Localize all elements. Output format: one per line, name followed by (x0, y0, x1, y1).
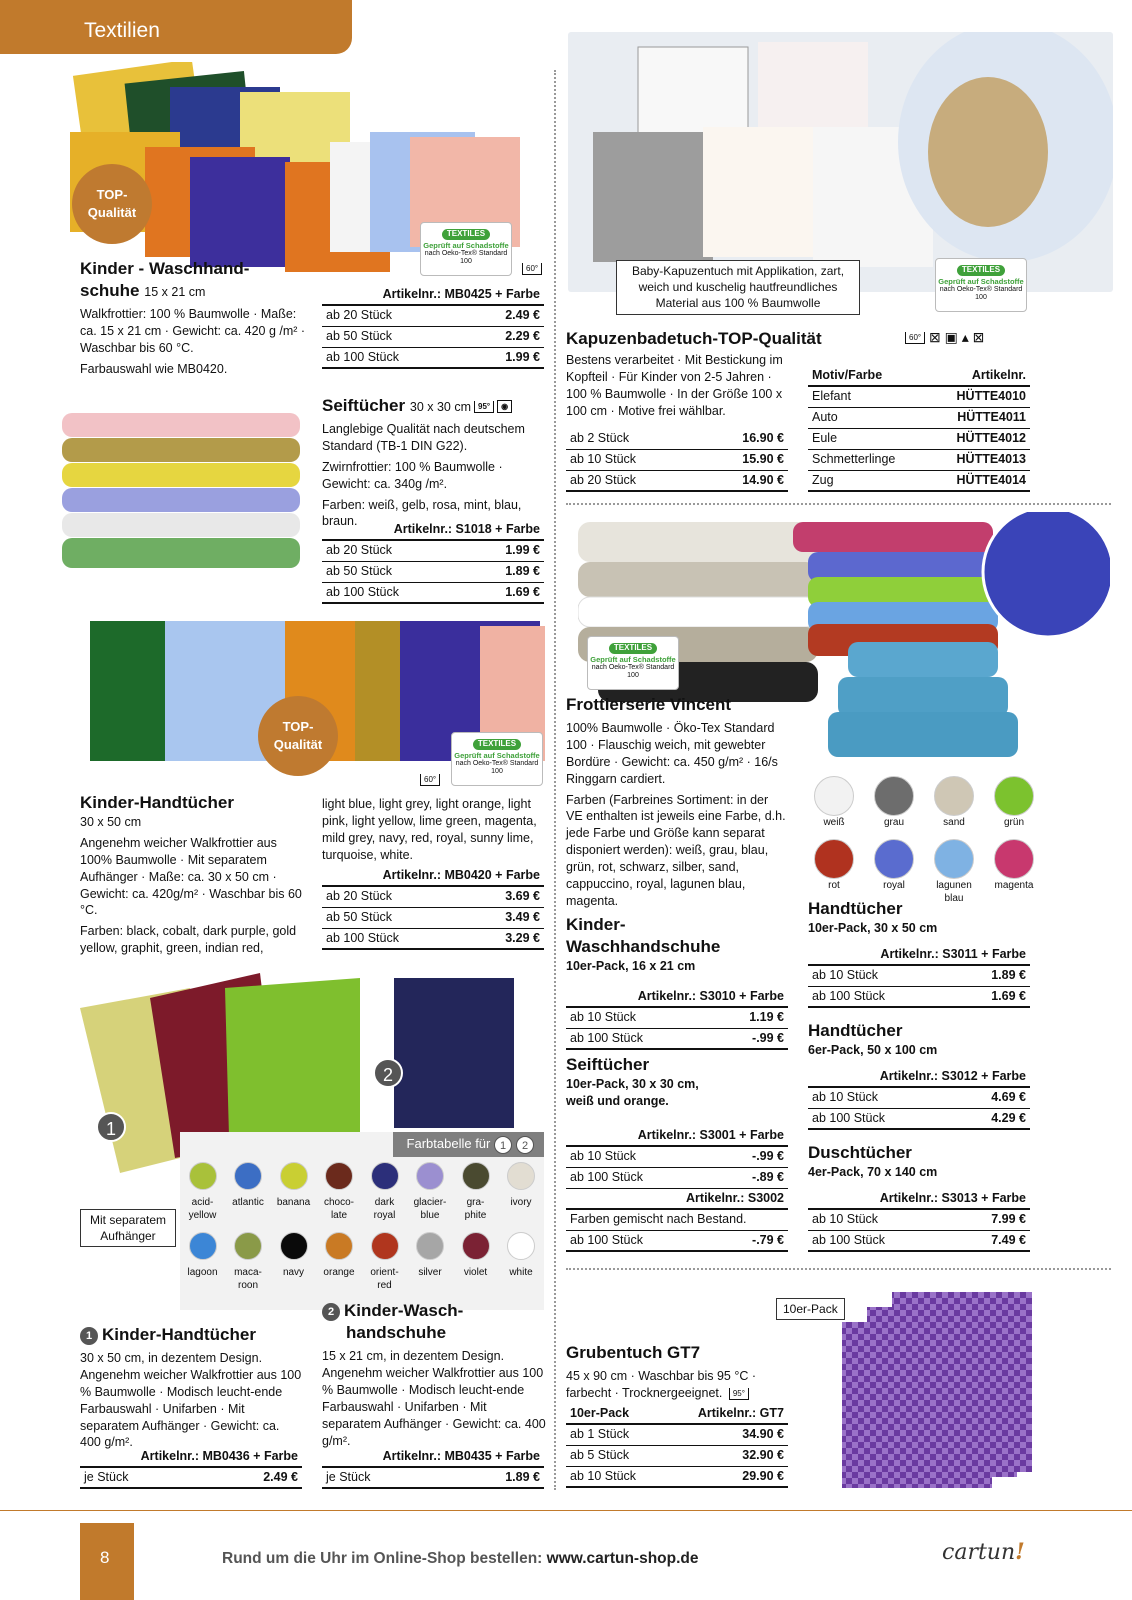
product-title: Seiftücher (566, 1055, 650, 1074)
product-title: Frottierserie Vincent (566, 695, 732, 714)
swatch-circle (462, 1232, 490, 1260)
color-swatch (453, 1162, 498, 1222)
price-table-mb0420: Artikelnr.: MB0420 + Farbe ab 20 Stück 3.69 € ab 50 Stück 3.49 € ab 100 Stück 3.29 € (322, 865, 544, 950)
swatch-label: ivory (510, 1197, 532, 1208)
swatch-circle (371, 1162, 399, 1190)
product-kinder-handtuecher-dezent: 1 Kinder-Handtücher 30 x 50 cm, in dezentem Design. Angenehm weicher Walkfrottier aus 100 % Baumwolle · Modisch leucht-ende Farbauswahl · Unifarben · Mit separatem Aufhänger · Gewicht: ca. 400 g/m². (80, 1325, 302, 1450)
shop-url-link[interactable]: www.cartun-shop.de (546, 1550, 699, 1567)
color-table (180, 1132, 544, 1310)
color-swatch (271, 1162, 316, 1209)
price-table-mb0425: Artikelnr.: MB0425 + Farbe ab 20 Stück 2.49 € ab 50 Stück 2.29 € ab 100 Stück 1.99 € (322, 284, 544, 369)
wash-95-icon: 95° (729, 1388, 749, 1400)
product-desc-2: Farbauswahl wie MB0420. (80, 361, 228, 376)
product-title: Grubentuch GT7 (566, 1343, 701, 1362)
swatch-circle (280, 1232, 308, 1260)
swatch-circle (462, 1162, 490, 1190)
swatch-circle (189, 1162, 217, 1190)
price-table-s1018: Artikelnr.: S1018 + Farbe ab 20 Stück 1.99 € ab 50 Stück 1.89 € ab 100 Stück 1.69 € (322, 519, 544, 604)
product-kinder-waschhandschuhe-dezent: 2 Kinder-Wasch- handschuhe 15 x 21 cm, in dezentem Design. Angenehm weicher Walkfrottier aus 100 % Baumwolle · Modisch leucht-ende Farbauswahl · Unifarben · Mit separatem Aufhänger · Gewicht: ca. 400 g/m². (322, 1301, 546, 1448)
footer-text: Rund um die Uhr im Online-Shop bestellen: www.cartun-shop.de (222, 1550, 699, 1567)
price-table-mb0436: Artikelnr.: MB0436 + Farbe je Stück 2.49 € (80, 1446, 302, 1489)
price-table-s3001: Artikelnr.: S3001 + Farbe ab 10 Stück -.99 € ab 100 Stück -.89 € Artikelnr.: S3002 Farben gemischt nach Bestand. ab 100 Stück -.79 € (566, 1125, 788, 1252)
product-grubentuch: Grubentuch GT7 45 x 90 cm · Waschbar bis 95 °C · farbecht · Trocknergeeignet. 95° (566, 1342, 788, 1402)
footer-rule (0, 1510, 1132, 1511)
product-size: 15 x 21 cm (144, 285, 206, 300)
swatch-label: grau (883, 817, 904, 828)
section-divider (566, 1268, 1111, 1270)
product-duschtuecher: Duschtücher 4er-Pack, 70 x 140 cm (808, 1142, 1030, 1181)
swatch-circle (416, 1162, 444, 1190)
swatch-label: orange (323, 1267, 355, 1278)
swatch-circle (234, 1162, 262, 1190)
swatch-label: sand (943, 817, 965, 828)
swatch-circle (814, 776, 854, 816)
page-number: 8 (80, 1523, 134, 1600)
product-seiftuecher: Seiftücher 30 x 30 cm 95° ◉ Langlebige Qualität nach deutschem Standard (TB-1 DIN G22). Zwirnfrottier: 100 % Baumwolle · Gewicht: ca. 340g /m². Farben: weiß, gelb, rosa, mint, blau, braun. (322, 396, 525, 529)
swatch-circle (994, 839, 1034, 879)
color-swatch (806, 839, 862, 892)
color-swatch (926, 839, 982, 905)
navy-washcloth-photo (384, 978, 520, 1128)
product-kinder-handtuecher: Kinder-Handtücher 30 x 50 cm Angenehm weicher Walkfrottier aus 100% Baumwolle · Mit separatem Aufhänger · Maße: ca. 30 x 50 cm · Gewicht: ca. 420g/m² · Waschbar bis 60 °C. Farben: black, cobalt, dark purple, gold yellow, graphit, green, indian red, (80, 793, 302, 956)
swatch-circle (325, 1232, 353, 1260)
swatch-label: royal (883, 880, 905, 891)
grubentuch-photo (822, 1292, 1032, 1488)
swatch-circle (934, 839, 974, 879)
swatch-label: violet (463, 1267, 488, 1278)
swatch-circle (280, 1162, 308, 1190)
motif-table: Motiv/Farbe Artikelnr. Elefant HÜTTE4010 Auto HÜTTE4011 Eule HÜTTE4012 Schmetterlinge HÜTTE4013 Zug HÜTTE4014 (808, 365, 1030, 492)
swatch-label: rot (828, 880, 840, 891)
price-table-kapuzen: ab 2 Stück 16.90 € ab 10 Stück 15.90 € ab 20 Stück 14.90 € (566, 428, 788, 492)
swatch-circle (507, 1232, 535, 1260)
color-swatch (180, 1162, 225, 1222)
color-swatch (866, 776, 922, 829)
swatch-label: magenta (994, 880, 1034, 891)
aufhaenger-caption: Mit separatem Aufhänger (80, 1209, 176, 1247)
color-swatch (317, 1162, 362, 1222)
color-table-header: Farbtabelle für 1 2 (393, 1132, 544, 1157)
price-table-gt7: 10er-Pack Artikelnr.: GT7 ab 1 Stück 34.90 € ab 5 Stück 32.90 € ab 10 Stück 29.90 € (566, 1403, 788, 1488)
swatch-circle (371, 1232, 399, 1260)
swatch-circle (507, 1162, 535, 1190)
top-quality-badge: TOP- Qualität (258, 696, 338, 776)
swatch-circle (994, 776, 1034, 816)
price-table-s3013: Artikelnr.: S3013 + Farbe ab 10 Stück 7.99 € ab 100 Stück 7.49 € (808, 1188, 1030, 1252)
price-table-mb0435: Artikelnr.: MB0435 + Farbe je Stück 1.89 € (322, 1446, 544, 1489)
price-table-s3011: Artikelnr.: S3011 + Farbe ab 10 Stück 1.89 € ab 100 Stück 1.69 € (808, 944, 1030, 1008)
oeko-tex-label: TEXTILES Geprüft auf Schadstoffe nach Oeko-Tex® Standard 100 (935, 258, 1027, 312)
product-size: 30 x 50 cm (80, 815, 142, 830)
swatch-label: navy (282, 1267, 305, 1278)
column-divider (554, 70, 556, 1490)
product-title: Kinder-Handtücher (102, 1325, 256, 1344)
cartun-logo: cartun! (942, 1539, 1025, 1565)
product-desc: Bestens verarbeitet · Mit Bestickung im Kopfteil · Für Kinder von 2-5 Jahren · 100 % Baumwolle · In der Größe 100 x 100 cm · Motive frei wählbar. (566, 353, 783, 418)
product-handtuecher-10er: Handtücher 10er-Pack, 30 x 50 cm (808, 898, 1030, 937)
section-title: Textilien (84, 19, 160, 42)
top-quality-badge: TOP- Qualität (72, 164, 152, 244)
color-swatch (986, 839, 1042, 892)
swatch-circle (189, 1232, 217, 1260)
color-swatch (226, 1162, 271, 1209)
product-handtuecher-6er: Handtücher 6er-Pack, 50 x 100 cm (808, 1020, 1030, 1059)
oeko-tex-label: TEXTILES Geprüft auf Schadstoffe nach Oeko-Tex® Standard 100 (451, 732, 543, 786)
swatch-circle (416, 1232, 444, 1260)
swatch-label: choco- late (323, 1197, 354, 1221)
swatch-label: weiß (823, 817, 845, 828)
color-swatch (362, 1232, 407, 1292)
swatch-label: gra- phite (464, 1197, 487, 1221)
product-title: Handtücher (808, 1021, 903, 1040)
wash-95-icon: 95° (474, 401, 494, 413)
product-title: Kinder-Handtücher (80, 793, 234, 812)
swatch-label: white (509, 1267, 533, 1278)
product-title-kapuzenbadetuch: Kapuzenbadetuch-TOP-Qualität (566, 329, 822, 348)
color-swatch (271, 1232, 316, 1279)
product-vincent: Frottierserie Vincent 100% Baumwolle · Öko-Tex Standard 100 · Flauschig weich, mit gewebter Bordüre · Gewicht: ca. 450 g/m² · 16/s Ringgarn cardiert. Farben (Farbreines Sortiment: in der VE enthalten ist jeweils eine Farbe, d.h. jede Farbe und Größe kann separat disponiert werden): weiß, grau, blau, grün, rot, schwarz, silber, sand, cappuccino, royal, lagunen blau, magenta. (566, 694, 788, 914)
product-size: 30 x 30 cm (409, 400, 472, 414)
product-title-2: schuhe (80, 281, 140, 301)
color-swatch (499, 1162, 544, 1209)
wash-60-icon: 60° (522, 263, 542, 275)
hooded-towel-photo (568, 32, 1113, 292)
swatch-circle (874, 776, 914, 816)
price-table-s3012: Artikelnr.: S3012 + Farbe ab 10 Stück 4.69 € ab 100 Stück 4.29 € (808, 1066, 1030, 1130)
color-swatch (806, 776, 862, 829)
product-number-1: 1 (96, 1112, 126, 1142)
color-swatch (453, 1232, 498, 1279)
swatch-label: orient- red (370, 1267, 399, 1291)
wash-60-icon: 60° (420, 774, 440, 786)
product-title: Kinder - Waschhand- (80, 259, 250, 278)
product-title: Kinder-Wasch- (344, 1301, 464, 1320)
color-swatch (866, 839, 922, 892)
oeko-tex-label: TEXTILES Geprüft auf Schadstoffe nach Oeko-Tex® Standard 100 (420, 222, 512, 276)
hooded-towel-caption: Baby-Kapuzentuch mit Applikation, zart, weich und kuschelig hautfreundliches Material aus 100 % Baumwolle (616, 260, 860, 315)
product-desc: Walkfrottier: 100 % Baumwolle · Maße: ca. 15 x 21 cm · Gewicht: ca. 420 g /m² · Waschbar bis 60 °C. (80, 307, 306, 355)
product-kinder-waschhandschuhe (80, 258, 310, 382)
swatch-label: glacier- blue (413, 1197, 447, 1221)
color-swatch (317, 1232, 362, 1279)
price-table-s3010: Artikelnr.: S3010 + Farbe ab 10 Stück 1.19 € ab 100 Stück -.99 € (566, 986, 788, 1050)
product-title: Seiftücher (322, 396, 406, 415)
product-number-2: 2 (373, 1058, 403, 1088)
swatch-label: dark royal (373, 1197, 396, 1221)
care-icons: 60° ⊠ ▣ ▴ ⊠ (902, 328, 984, 347)
swatch-circle (234, 1232, 262, 1260)
swatch-label: grün (1003, 817, 1024, 828)
product-kinder-waschhandschuhe-10er: Kinder- Waschhandschuhe 10er-Pack, 16 x 21 cm (566, 914, 788, 975)
towel-stack-photo (62, 408, 302, 576)
swatch-label: banana (276, 1197, 311, 1208)
color-swatch (362, 1162, 407, 1222)
swatch-label: atlantic (232, 1197, 264, 1208)
dryer-icon: ◉ (497, 400, 512, 413)
section-divider (566, 503, 1111, 505)
color-swatch (226, 1232, 271, 1292)
color-swatch (408, 1232, 453, 1279)
product-seiftuecher-10er: Seiftücher 10er-Pack, 30 x 30 cm, weiß und orange. (566, 1054, 788, 1110)
color-swatch (180, 1232, 225, 1279)
product-title: Kinder- Waschhandschuhe (566, 915, 721, 957)
swatch-circle (325, 1162, 353, 1190)
color-swatch (499, 1232, 544, 1279)
product-title: Handtücher (808, 899, 903, 918)
product-title: Duschtücher (808, 1143, 912, 1162)
swatch-circle (874, 839, 914, 879)
swatch-label: lagoon (187, 1267, 218, 1278)
swatch-label: lagunen blau (936, 880, 972, 904)
swatch-circle (814, 839, 854, 879)
swatch-label: acid- yellow (188, 1197, 217, 1221)
product-colors-cont: light blue, light grey, light orange, light pink, light yellow, lime green, magenta, mild grey, navy, red, royal, sunny lime, turquoise, white. (322, 797, 537, 862)
swatch-circle (934, 776, 974, 816)
color-swatch (408, 1162, 453, 1222)
color-swatch (926, 776, 982, 829)
swatch-label: maca- roon (234, 1267, 262, 1291)
section-tab (0, 0, 352, 54)
color-swatch (986, 776, 1042, 829)
pack-caption: 10er-Pack (776, 1298, 845, 1320)
swatch-label: silver (418, 1267, 442, 1278)
oeko-tex-label: TEXTILES Geprüft auf Schadstoffe nach Oeko-Tex® Standard 100 (587, 636, 679, 690)
